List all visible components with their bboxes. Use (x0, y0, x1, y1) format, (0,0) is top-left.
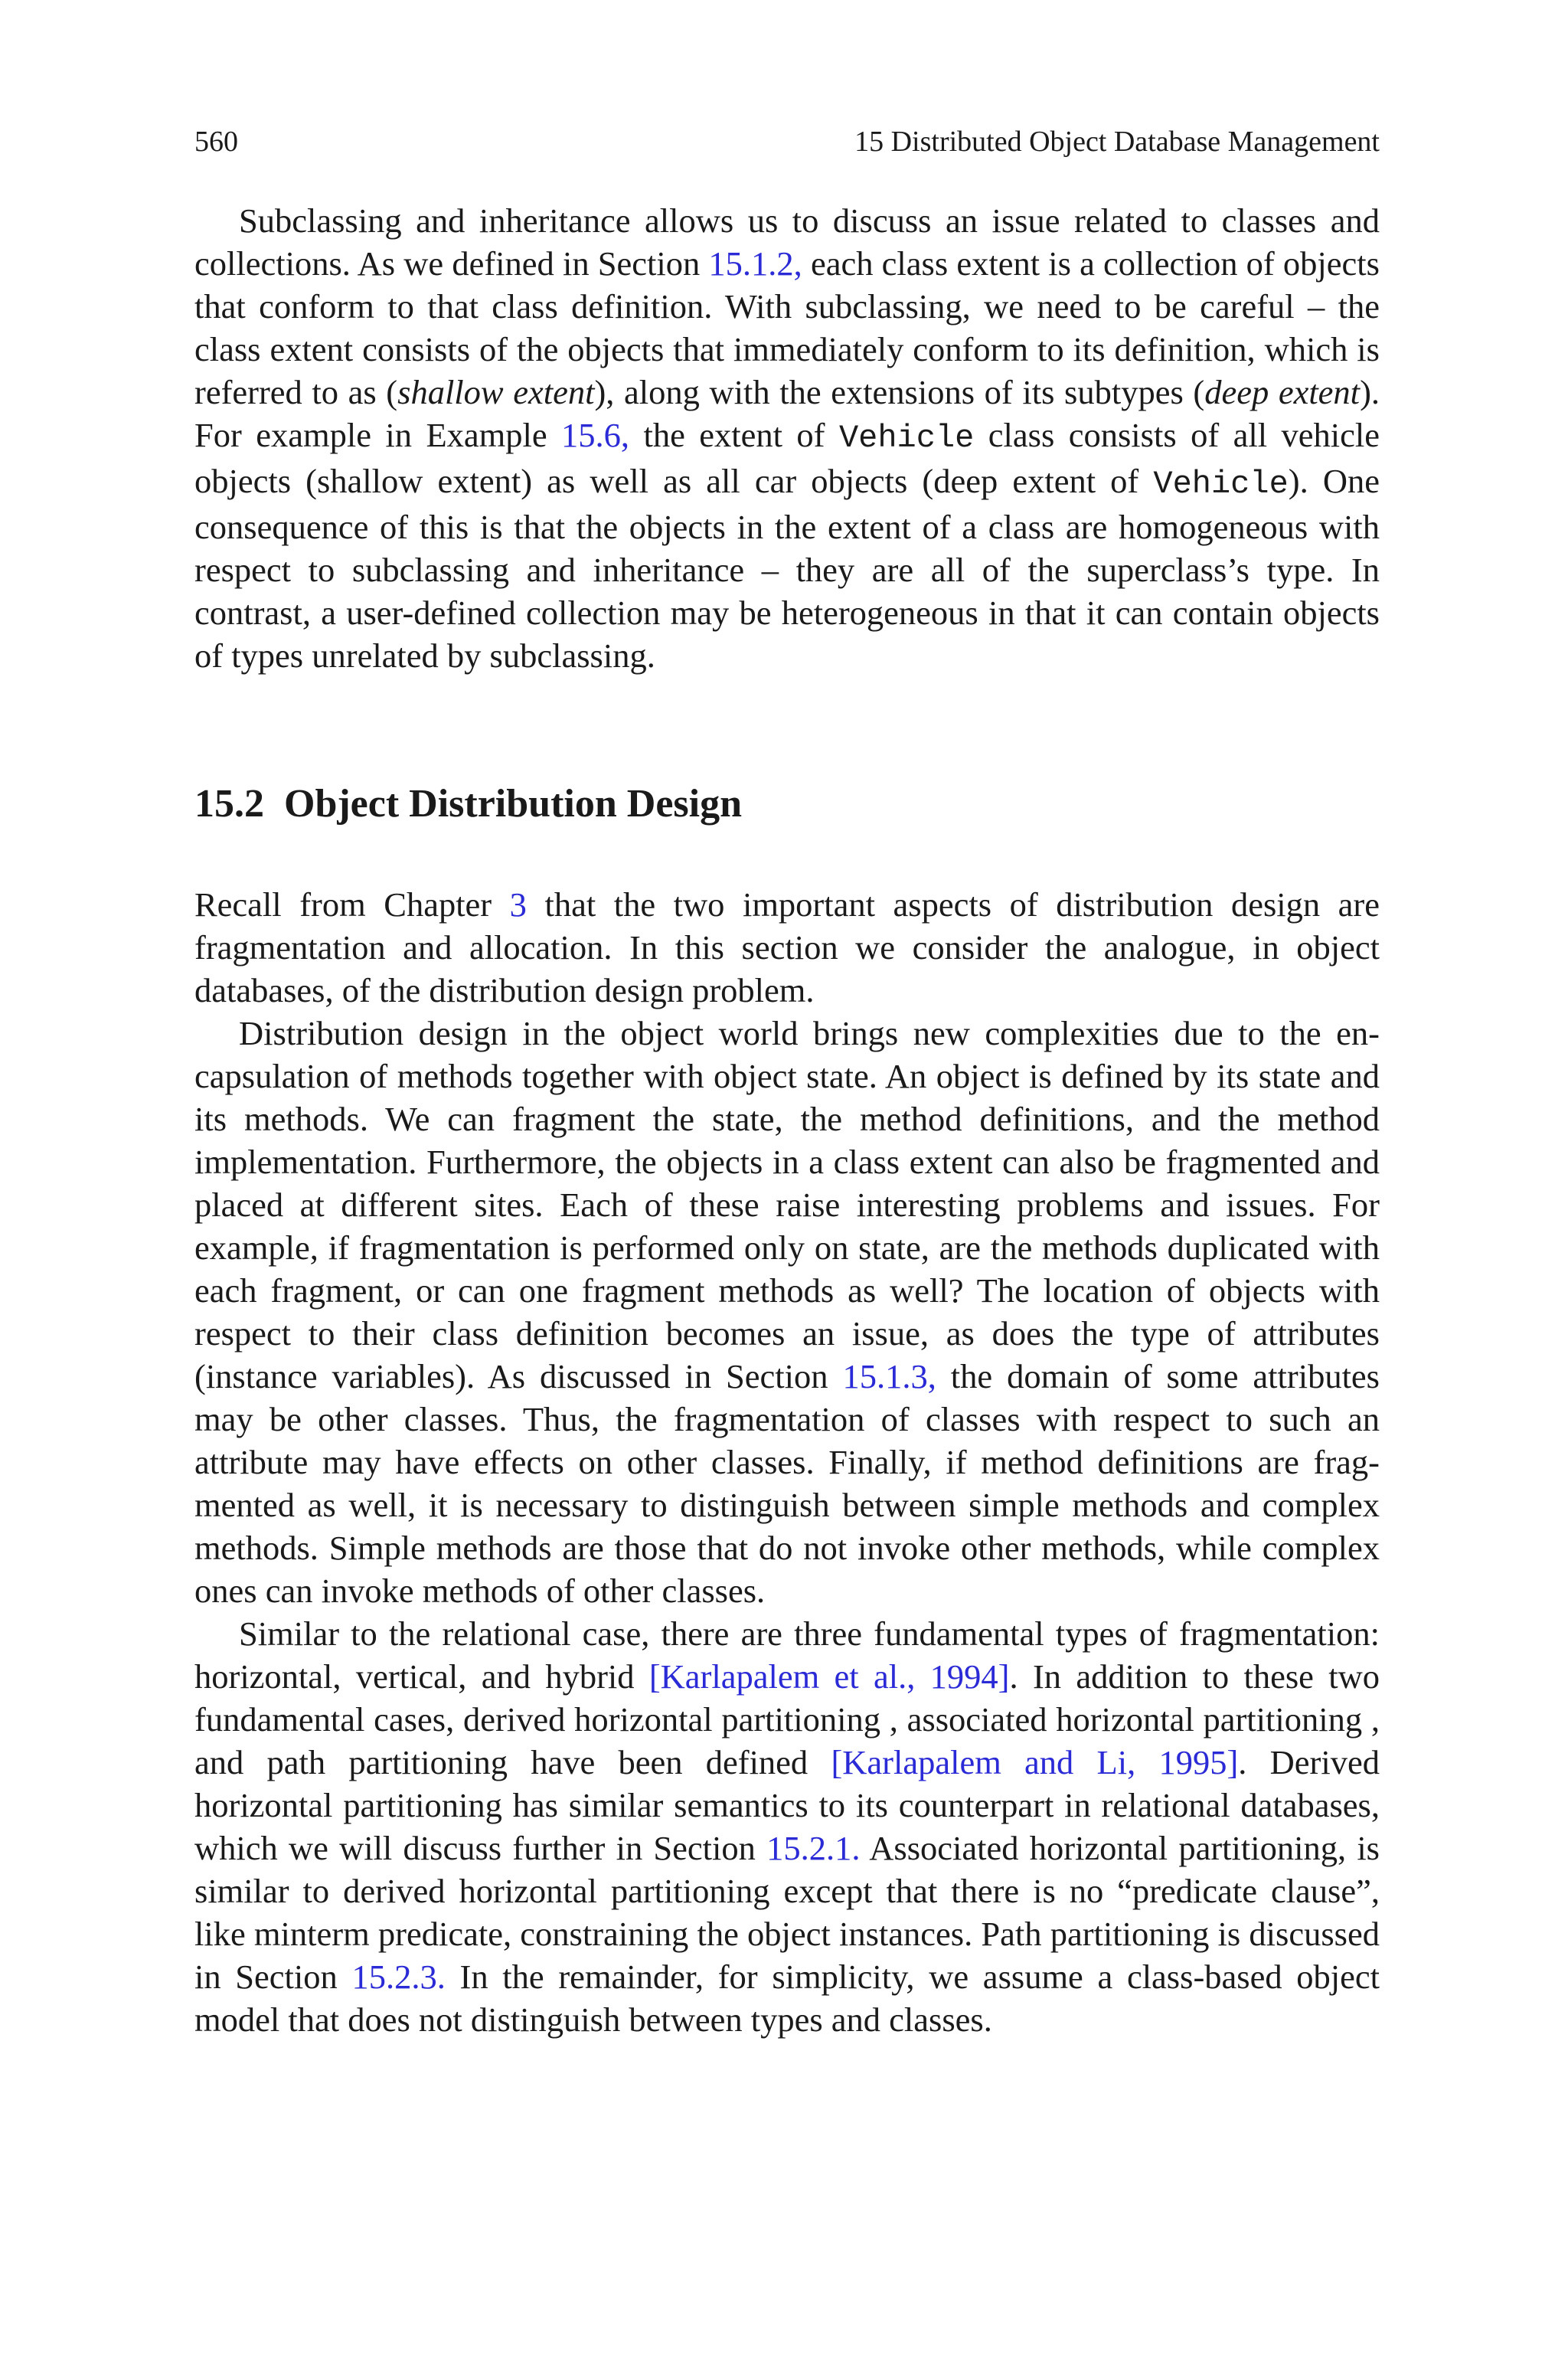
section-heading (194, 780, 742, 829)
section-ref-link[interactable]: 15.1.2, (708, 244, 802, 283)
text-span: ). One consequence of this is that the objects in the extent of a class are homogeneous with respect to subclassing and inheritance – they are all of the superclass’s type. In contrast, a user-defined collection may be heterogeneous in that it can contain objects of types unrelated by subclassing. (194, 462, 1380, 675)
example-ref-link[interactable]: 15.6, (561, 416, 630, 454)
text-span: ), along with the extensions of its subtypes ( (594, 373, 1205, 411)
section-ref-link[interactable]: 15.2.3. (351, 1958, 446, 1996)
text-span: each class extent is a collection of objects that conform to that class definition. With subclassing, we need to be careful – the class extent consists of the objects that immediately conform to its definition, which is referred to as ( (194, 244, 1380, 411)
text-span: the extent of (629, 416, 839, 454)
text-span: the domain of some attributes may be other classes. Thus, the fragmentation of classes with respect to such an attribute may have effects on other classes. Finally, if method definitions are fragmented as well, it is necessary to distinguish between simple methods and complex methods. Simple methods are those that do not invoke other methods, while complex ones can invoke methods of other classes. (194, 1357, 1380, 1610)
chapter-running-title: 15 Distributed Object Database Management (854, 126, 1380, 158)
text-span: Distribution design in the object world brings new complexities due to the encapsulation of methods together with object state. An object is defined by its state and its methods. We can fragment the state, the method definitions, and the method implementation. Furthermore, the objects in a class extent can also be fragmented and placed at different sites. Each of these raise interesting problems and issues. For example, if fragmentation is performed only on state, are the methods duplicated with each fragment, or can one fragment methods as well? The location of objects with respect to their class definition becomes an issue, as does the type of attributes (instance variables). As discussed in Section (194, 1014, 1380, 1395)
text-span: ). For example in Example (194, 373, 1380, 454)
code-vehicle: Vehicle (1153, 466, 1289, 502)
paragraph-object-complexities (194, 1012, 1380, 1612)
paragraph-fragmentation-types (194, 1612, 1380, 2041)
text-span: . Derived horizontal partitioning has similar semantics to its counterpart in relational databases, which we will discuss further in Section (194, 1743, 1380, 1867)
paragraph-distribution-aspects (194, 883, 1380, 1012)
text-span: Recall from Chapter (194, 885, 510, 924)
citation-link[interactable]: [Karlapalem and Li, 1995] (831, 1743, 1239, 1781)
text-span: Subclassing and inheritance allows us to discuss an issue related to classes and collections. As we defined in Section (194, 201, 1380, 283)
term-shallow-extent: shallow extent (397, 373, 595, 411)
text-span: Associated horizontal partitioning, is similar to derived horizontal partitioning except that there is no “predicate clause”, like minterm predicate, constraining the object instances. Path partitioning is discussed in Section (194, 1829, 1380, 1996)
section-ref-link[interactable]: 15.2.1. (766, 1829, 861, 1867)
page-number: 560 (194, 126, 238, 158)
term-deep-extent: deep extent (1204, 373, 1361, 411)
paragraph-class-extent (194, 199, 1380, 677)
running-head (194, 123, 1380, 161)
citation-link[interactable]: [Karlapalem et al., 1994] (648, 1657, 1010, 1696)
section-ref-link[interactable]: 15.1.3, (842, 1357, 936, 1395)
section-title: Object Distribution Design (284, 782, 742, 826)
chapter-ref-link[interactable]: 3 (509, 885, 527, 924)
section-body (194, 883, 1380, 2041)
text-span: . In addition to these two fundamental cases, derived horizontal partitioning , associated horizontal partitioning , and path partitioning have been defined (194, 1657, 1380, 1781)
code-vehicle: Vehicle (838, 420, 975, 456)
text-span: In the remainder, for simplicity, we assume a class-based object model that does not distinguish between types and classes. (194, 1958, 1380, 2039)
text-span: class consists of all vehicle objects (shallow extent) as well as all car objects (deep extent of (194, 416, 1380, 500)
text-span: that the two important aspects of distribution design are fragmentation and allocation. In this section we consider the analogue, in object databases, of the distribution design problem. (194, 885, 1380, 1009)
text-span: Similar to the relational case, there are three fundamental types of fragmentation: horizontal, vertical, and hybrid (194, 1614, 1380, 1696)
section-number: 15.2 (194, 782, 264, 826)
